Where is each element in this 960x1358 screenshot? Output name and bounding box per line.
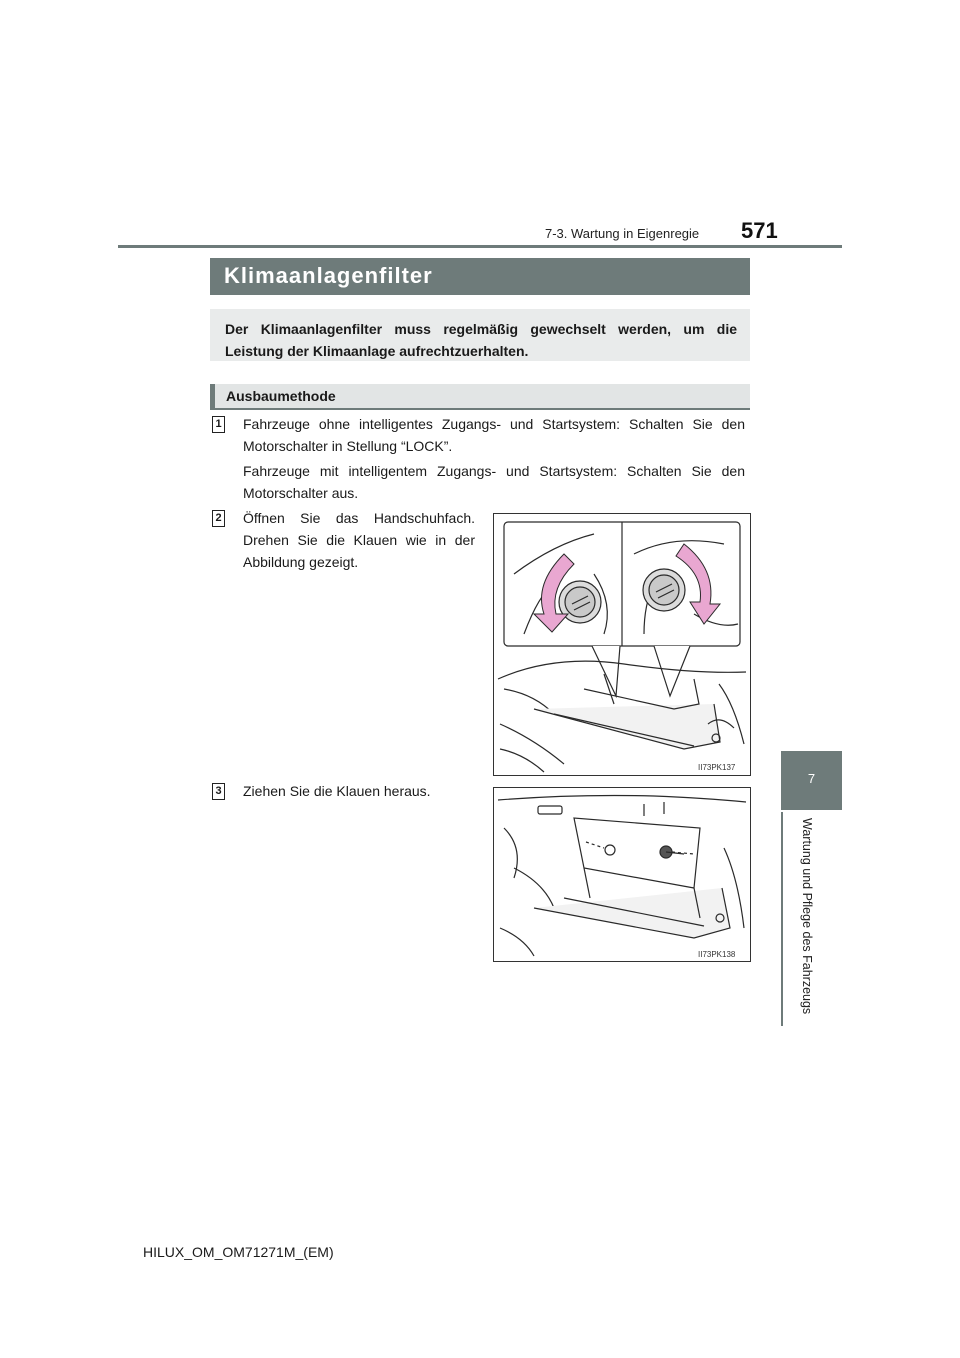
section-heading: Ausbaumethode bbox=[226, 388, 336, 404]
step-text: Ziehen Sie die Klauen heraus. bbox=[243, 783, 431, 799]
header-section-title: 7-3. Wartung in Eigenregie bbox=[545, 226, 700, 241]
step-number: 1 bbox=[212, 416, 225, 433]
document-code-footer: HILUX_OM_OM71271M_(EM) bbox=[143, 1244, 334, 1260]
intro-box bbox=[210, 309, 750, 361]
chapter-title: Wartung und Pflege des Fahrzeugs bbox=[800, 818, 814, 1015]
step-number: 2 bbox=[212, 510, 225, 527]
section-accent bbox=[210, 384, 215, 408]
glovebox-claws-pull-illustration bbox=[494, 788, 750, 961]
step-text: Öffnen Sie das Handschuhfach. Drehen Sie die Klauen wie in der Abbildung gezeigt. bbox=[243, 510, 475, 570]
page-number: 571 bbox=[741, 218, 778, 243]
header-rule bbox=[118, 245, 842, 248]
chapter-tab bbox=[781, 751, 842, 810]
figure-code: II73PK137 bbox=[698, 763, 736, 772]
chapter-rule bbox=[781, 812, 783, 1026]
page-title: Klimaanlagenfilter bbox=[224, 263, 433, 288]
section-heading-bar bbox=[210, 384, 750, 410]
glovebox-claws-turn-illustration bbox=[494, 514, 750, 775]
step-number: 3 bbox=[212, 783, 225, 800]
figure-code: II73PK138 bbox=[698, 950, 736, 959]
intro-text: Der Klimaanlagenfilter muss regelmäßig gewechselt werden, um die Leistung der Klimaanlage aufrechtzuerhalten. bbox=[225, 321, 737, 359]
chapter-number: 7 bbox=[807, 771, 816, 786]
title-bar bbox=[210, 258, 750, 295]
step-text: Fahrzeuge ohne intelligentes Zugangs- und Startsystem: Schalten Sie den Motorschalter in Stellung “LOCK”. bbox=[243, 416, 745, 454]
step-text: Fahrzeuge mit intelligentem Zugangs- und Startsystem: Schalten Sie den Motorschalter aus. bbox=[243, 463, 745, 501]
figure-glovebox-claws-pull bbox=[493, 787, 751, 962]
figure-glovebox-claws-turn bbox=[493, 513, 751, 776]
